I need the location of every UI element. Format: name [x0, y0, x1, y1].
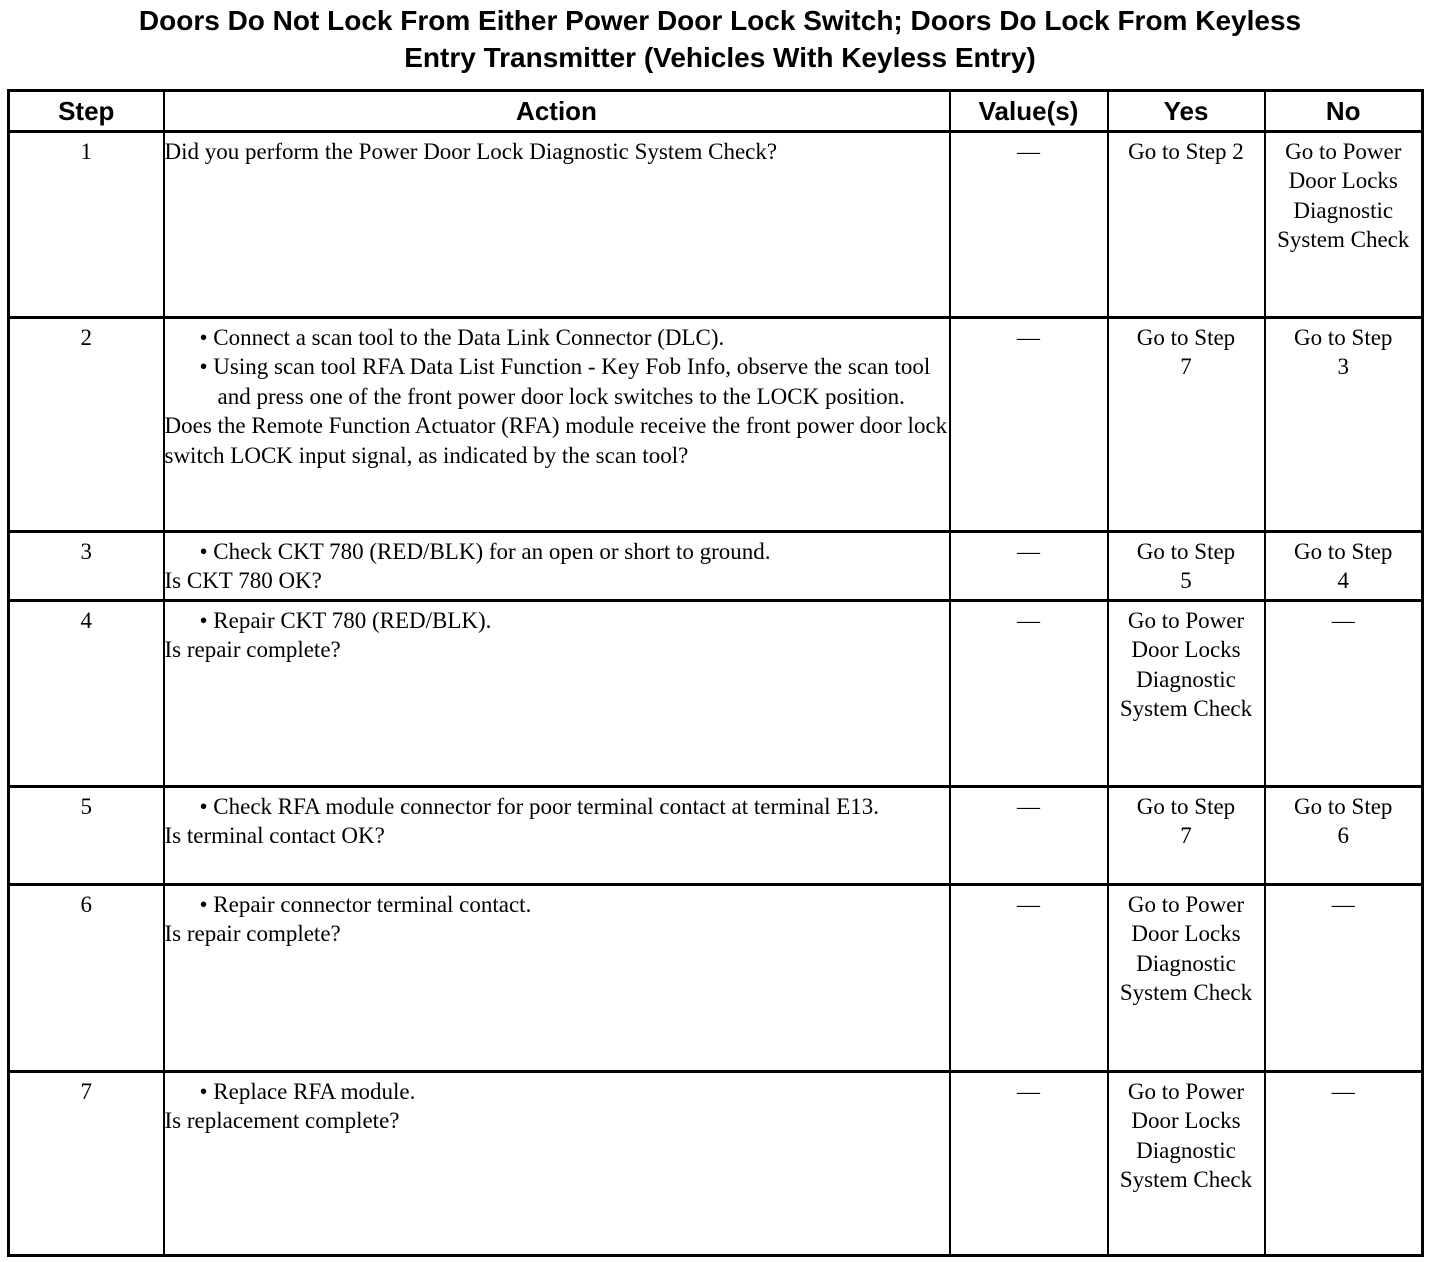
action-question: Is replacement complete? — [164, 1108, 400, 1134]
action-bullet: • Repair CKT 780 (RED/BLK). — [199, 608, 492, 633]
no-cell: — — [1265, 1072, 1423, 1256]
table-row — [9, 318, 1423, 532]
action-bullet: • Repair connector terminal contact. — [199, 892, 532, 917]
header-values: Value(s) — [950, 91, 1108, 132]
action-question: Did you perform the Power Door Lock Diagnostic System Check? — [164, 139, 778, 164]
action-cell — [164, 885, 950, 1072]
value-cell: — — [950, 601, 1108, 787]
no-cell: Go to Power Door Locks Diagnostic System Check — [1265, 132, 1423, 318]
action-bullet: • Check CKT 780 (RED/BLK) for an open or short to ground. — [199, 539, 771, 564]
no-cell: Go to Step 6 — [1265, 787, 1423, 885]
yes-cell: Go to Step 7 — [1108, 787, 1265, 885]
table-row — [9, 132, 1423, 318]
header-action: Action — [164, 91, 950, 132]
value-cell: — — [950, 318, 1108, 532]
action-cell — [164, 1072, 950, 1256]
action-cell — [164, 132, 950, 318]
no-cell: — — [1265, 601, 1423, 787]
no-cell: Go to Step 3 — [1265, 318, 1423, 532]
step-number: 4 — [9, 601, 164, 787]
value-cell: — — [950, 885, 1108, 1072]
action-question: Is repair complete? — [164, 637, 341, 663]
action-bullet: • Connect a scan tool to the Data Link Connector (DLC). — [199, 325, 725, 350]
table-row — [9, 601, 1423, 787]
header-step: Step — [9, 91, 164, 132]
action-bullet: • Replace RFA module. — [199, 1079, 416, 1104]
yes-cell: Go to Power Door Locks Diagnostic System Check — [1108, 885, 1265, 1072]
no-cell: Go to Step 4 — [1265, 532, 1423, 601]
action-question: Does the Remote Function Actuator (RFA) module receive the front power door lock switch LOCK input signal, as indicated by the scan tool? — [164, 413, 948, 468]
step-number: 7 — [9, 1072, 164, 1256]
yes-cell: Go to Step 2 — [1108, 132, 1265, 318]
yes-cell: Go to Step 7 — [1108, 318, 1265, 532]
action-cell — [164, 532, 950, 601]
step-number: 2 — [9, 318, 164, 532]
table-row — [9, 885, 1423, 1072]
action-cell — [164, 318, 950, 532]
action-question: Is terminal contact OK? — [164, 823, 385, 849]
action-question: Is CKT 780 OK? — [164, 568, 322, 594]
table-row — [9, 787, 1423, 885]
page-title-line-2: Entry Transmitter (Vehicles With Keyless Entry) — [404, 42, 1036, 73]
value-cell: — — [950, 1072, 1108, 1256]
yes-cell: Go to Step 5 — [1108, 532, 1265, 601]
action-question: Is repair complete? — [164, 921, 341, 947]
page-title — [0, 0, 1440, 76]
action-cell — [164, 601, 950, 787]
yes-cell: Go to Power Door Locks Diagnostic System Check — [1108, 601, 1265, 787]
diagnostic-table — [7, 89, 1424, 1257]
table-row — [9, 532, 1423, 601]
no-cell: — — [1265, 885, 1423, 1072]
yes-cell: Go to Power Door Locks Diagnostic System Check — [1108, 1072, 1265, 1256]
table-header-row — [9, 91, 1423, 132]
step-number: 5 — [9, 787, 164, 885]
table-row — [9, 1072, 1423, 1256]
step-number: 6 — [9, 885, 164, 1072]
action-cell — [164, 787, 950, 885]
header-yes: Yes — [1108, 91, 1265, 132]
action-bullet: • Using scan tool RFA Data List Function - Key Fob Info, observe the scan tool and press one of the front power door lock switches to the LOCK position. — [199, 354, 931, 409]
step-number: 3 — [9, 532, 164, 601]
header-no: No — [1265, 91, 1423, 132]
action-bullet: • Check RFA module connector for poor terminal contact at terminal E13. — [199, 794, 880, 819]
page-title-line-1: Doors Do Not Lock From Either Power Door Lock Switch; Doors Do Lock From Keyless — [138, 5, 1302, 36]
value-cell: — — [950, 787, 1108, 885]
value-cell: — — [950, 532, 1108, 601]
step-number: 1 — [9, 132, 164, 318]
value-cell: — — [950, 132, 1108, 318]
